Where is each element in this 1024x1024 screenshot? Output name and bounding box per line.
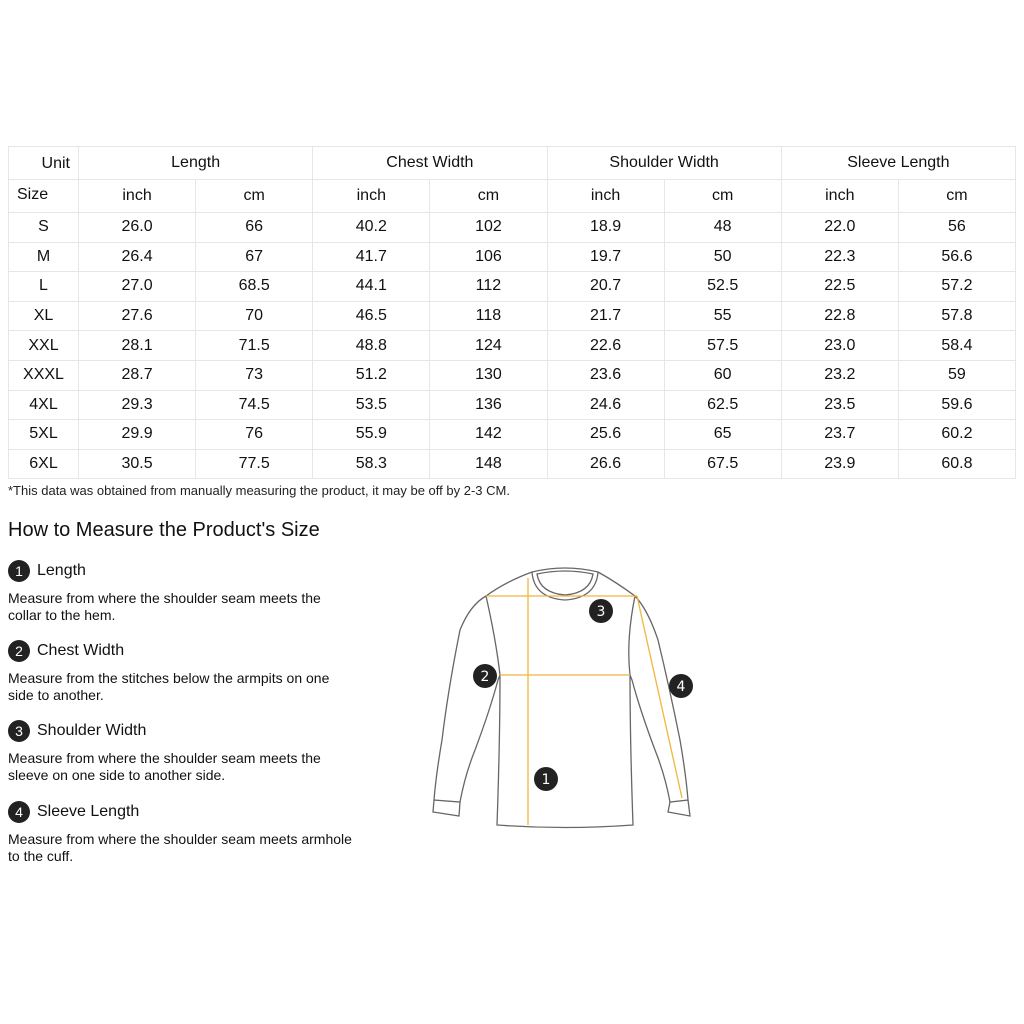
unit-header: cm: [898, 180, 1015, 213]
size-cell: 5XL: [9, 420, 79, 450]
value-cell: 29.9: [79, 420, 196, 450]
marker-1: [534, 767, 558, 791]
value-cell: 25.6: [547, 420, 664, 450]
table-row: [9, 331, 1016, 361]
size-header-cell: [9, 180, 79, 213]
measurement-lines: [486, 578, 682, 825]
size-chart-table: [8, 146, 1016, 479]
table-header-units: [9, 180, 1016, 213]
value-cell: 142: [430, 420, 547, 450]
value-cell: 70: [196, 301, 313, 331]
value-cell: 124: [430, 331, 547, 361]
step-description: Measure from where the shoulder seam meets armhole to the cuff.: [8, 831, 352, 864]
size-cell: 6XL: [9, 449, 79, 479]
value-cell: 73: [196, 360, 313, 390]
value-cell: 57.2: [898, 272, 1015, 302]
unit-header: inch: [547, 180, 664, 213]
value-cell: 77.5: [196, 449, 313, 479]
value-cell: 60.8: [898, 449, 1015, 479]
value-cell: 44.1: [313, 272, 430, 302]
value-cell: 55: [664, 301, 781, 331]
value-cell: 22.3: [781, 242, 898, 272]
marker-3: [589, 599, 613, 623]
table-row: [9, 213, 1016, 243]
group-header-sleeve-length: Sleeve Length: [781, 147, 1015, 180]
value-cell: 29.3: [79, 390, 196, 420]
value-cell: 60: [664, 360, 781, 390]
table-header-groups: [9, 147, 1016, 180]
unit-header-cell: [9, 147, 79, 180]
size-cell: XXL: [9, 331, 79, 361]
size-cell: 4XL: [9, 390, 79, 420]
value-cell: 102: [430, 213, 547, 243]
size-cell: L: [9, 272, 79, 302]
marker-1-label: 1: [541, 772, 551, 788]
value-cell: 23.0: [781, 331, 898, 361]
step-number-badge: 3: [8, 720, 30, 742]
step-sleeve-length: [8, 800, 368, 865]
step-number-badge: 1: [8, 560, 30, 582]
value-cell: 30.5: [79, 449, 196, 479]
group-header-length: Length: [79, 147, 313, 180]
value-cell: 130: [430, 360, 547, 390]
value-cell: 27.0: [79, 272, 196, 302]
value-cell: 62.5: [664, 390, 781, 420]
value-cell: 76: [196, 420, 313, 450]
measurement-note: *This data was obtained from manually measuring the product, it may be off by 2-3 CM.: [8, 483, 510, 498]
value-cell: 59.6: [898, 390, 1015, 420]
value-cell: 22.0: [781, 213, 898, 243]
value-cell: 22.6: [547, 331, 664, 361]
value-cell: 56: [898, 213, 1015, 243]
value-cell: 23.9: [781, 449, 898, 479]
value-cell: 57.8: [898, 301, 1015, 331]
value-cell: 51.2: [313, 360, 430, 390]
value-cell: 65: [664, 420, 781, 450]
unit-header: inch: [313, 180, 430, 213]
value-cell: 41.7: [313, 242, 430, 272]
value-cell: 59: [898, 360, 1015, 390]
group-header-shoulder-width: Shoulder Width: [547, 147, 781, 180]
value-cell: 26.4: [79, 242, 196, 272]
value-cell: 23.6: [547, 360, 664, 390]
value-cell: 56.6: [898, 242, 1015, 272]
value-cell: 136: [430, 390, 547, 420]
step-title: Chest Width: [37, 642, 125, 659]
size-cell: XL: [9, 301, 79, 331]
shirt-outline: [433, 568, 690, 828]
value-cell: 19.7: [547, 242, 664, 272]
value-cell: 68.5: [196, 272, 313, 302]
value-cell: 28.7: [79, 360, 196, 390]
value-cell: 26.6: [547, 449, 664, 479]
value-cell: 23.5: [781, 390, 898, 420]
value-cell: 67: [196, 242, 313, 272]
value-cell: 55.9: [313, 420, 430, 450]
marker-2-label: 2: [480, 669, 490, 685]
value-cell: 118: [430, 301, 547, 331]
value-cell: 74.5: [196, 390, 313, 420]
value-cell: 40.2: [313, 213, 430, 243]
step-title: Shoulder Width: [37, 722, 147, 739]
value-cell: 112: [430, 272, 547, 302]
value-cell: 148: [430, 449, 547, 479]
table-row: [9, 301, 1016, 331]
unit-header: cm: [430, 180, 547, 213]
value-cell: 53.5: [313, 390, 430, 420]
value-cell: 46.5: [313, 301, 430, 331]
marker-4: [669, 674, 693, 698]
step-title: Length: [37, 562, 86, 579]
marker-4-label: 4: [676, 679, 686, 695]
marker-2: [473, 664, 497, 688]
value-cell: 22.5: [781, 272, 898, 302]
step-description: Measure from where the shoulder seam meets the collar to the hem.: [8, 590, 321, 623]
table-row: [9, 390, 1016, 420]
step-number-badge: 2: [8, 640, 30, 662]
marker-3-label: 3: [596, 604, 606, 620]
value-cell: 50: [664, 242, 781, 272]
step-description: Measure from the stitches below the armpits on one side to another.: [8, 670, 330, 703]
size-cell: XXXL: [9, 360, 79, 390]
unit-header: cm: [196, 180, 313, 213]
table-row: [9, 272, 1016, 302]
value-cell: 106: [430, 242, 547, 272]
step-number-badge: 4: [8, 801, 30, 823]
value-cell: 22.8: [781, 301, 898, 331]
value-cell: 52.5: [664, 272, 781, 302]
step-title: Sleeve Length: [37, 803, 140, 820]
unit-header: inch: [79, 180, 196, 213]
value-cell: 48.8: [313, 331, 430, 361]
table-row: [9, 449, 1016, 479]
how-to-measure-title: How to Measure the Product's Size: [8, 519, 320, 541]
value-cell: 23.2: [781, 360, 898, 390]
value-cell: 18.9: [547, 213, 664, 243]
step-length: [8, 559, 368, 624]
value-cell: 26.0: [79, 213, 196, 243]
value-cell: 48: [664, 213, 781, 243]
step-chest-width: [8, 639, 368, 704]
sleeve-length-line: [637, 596, 682, 798]
value-cell: 20.7: [547, 272, 664, 302]
value-cell: 60.2: [898, 420, 1015, 450]
value-cell: 58.3: [313, 449, 430, 479]
unit-header: cm: [664, 180, 781, 213]
size-cell: S: [9, 213, 79, 243]
size-label: Size: [17, 186, 49, 203]
value-cell: 71.5: [196, 331, 313, 361]
table-row: [9, 242, 1016, 272]
value-cell: 24.6: [547, 390, 664, 420]
value-cell: 23.7: [781, 420, 898, 450]
group-header-chest-width: Chest Width: [313, 147, 547, 180]
value-cell: 21.7: [547, 301, 664, 331]
value-cell: 67.5: [664, 449, 781, 479]
size-cell: M: [9, 242, 79, 272]
step-description: Measure from where the shoulder seam meets the sleeve on one side to another side.: [8, 750, 321, 783]
table-row: [9, 420, 1016, 450]
shirt-measurement-diagram: [420, 560, 710, 840]
step-shoulder-width: [8, 719, 368, 784]
value-cell: 58.4: [898, 331, 1015, 361]
value-cell: 28.1: [79, 331, 196, 361]
value-cell: 27.6: [79, 301, 196, 331]
value-cell: 66: [196, 213, 313, 243]
unit-label: Unit: [41, 155, 70, 172]
value-cell: 57.5: [664, 331, 781, 361]
unit-header: inch: [781, 180, 898, 213]
table-row: [9, 360, 1016, 390]
